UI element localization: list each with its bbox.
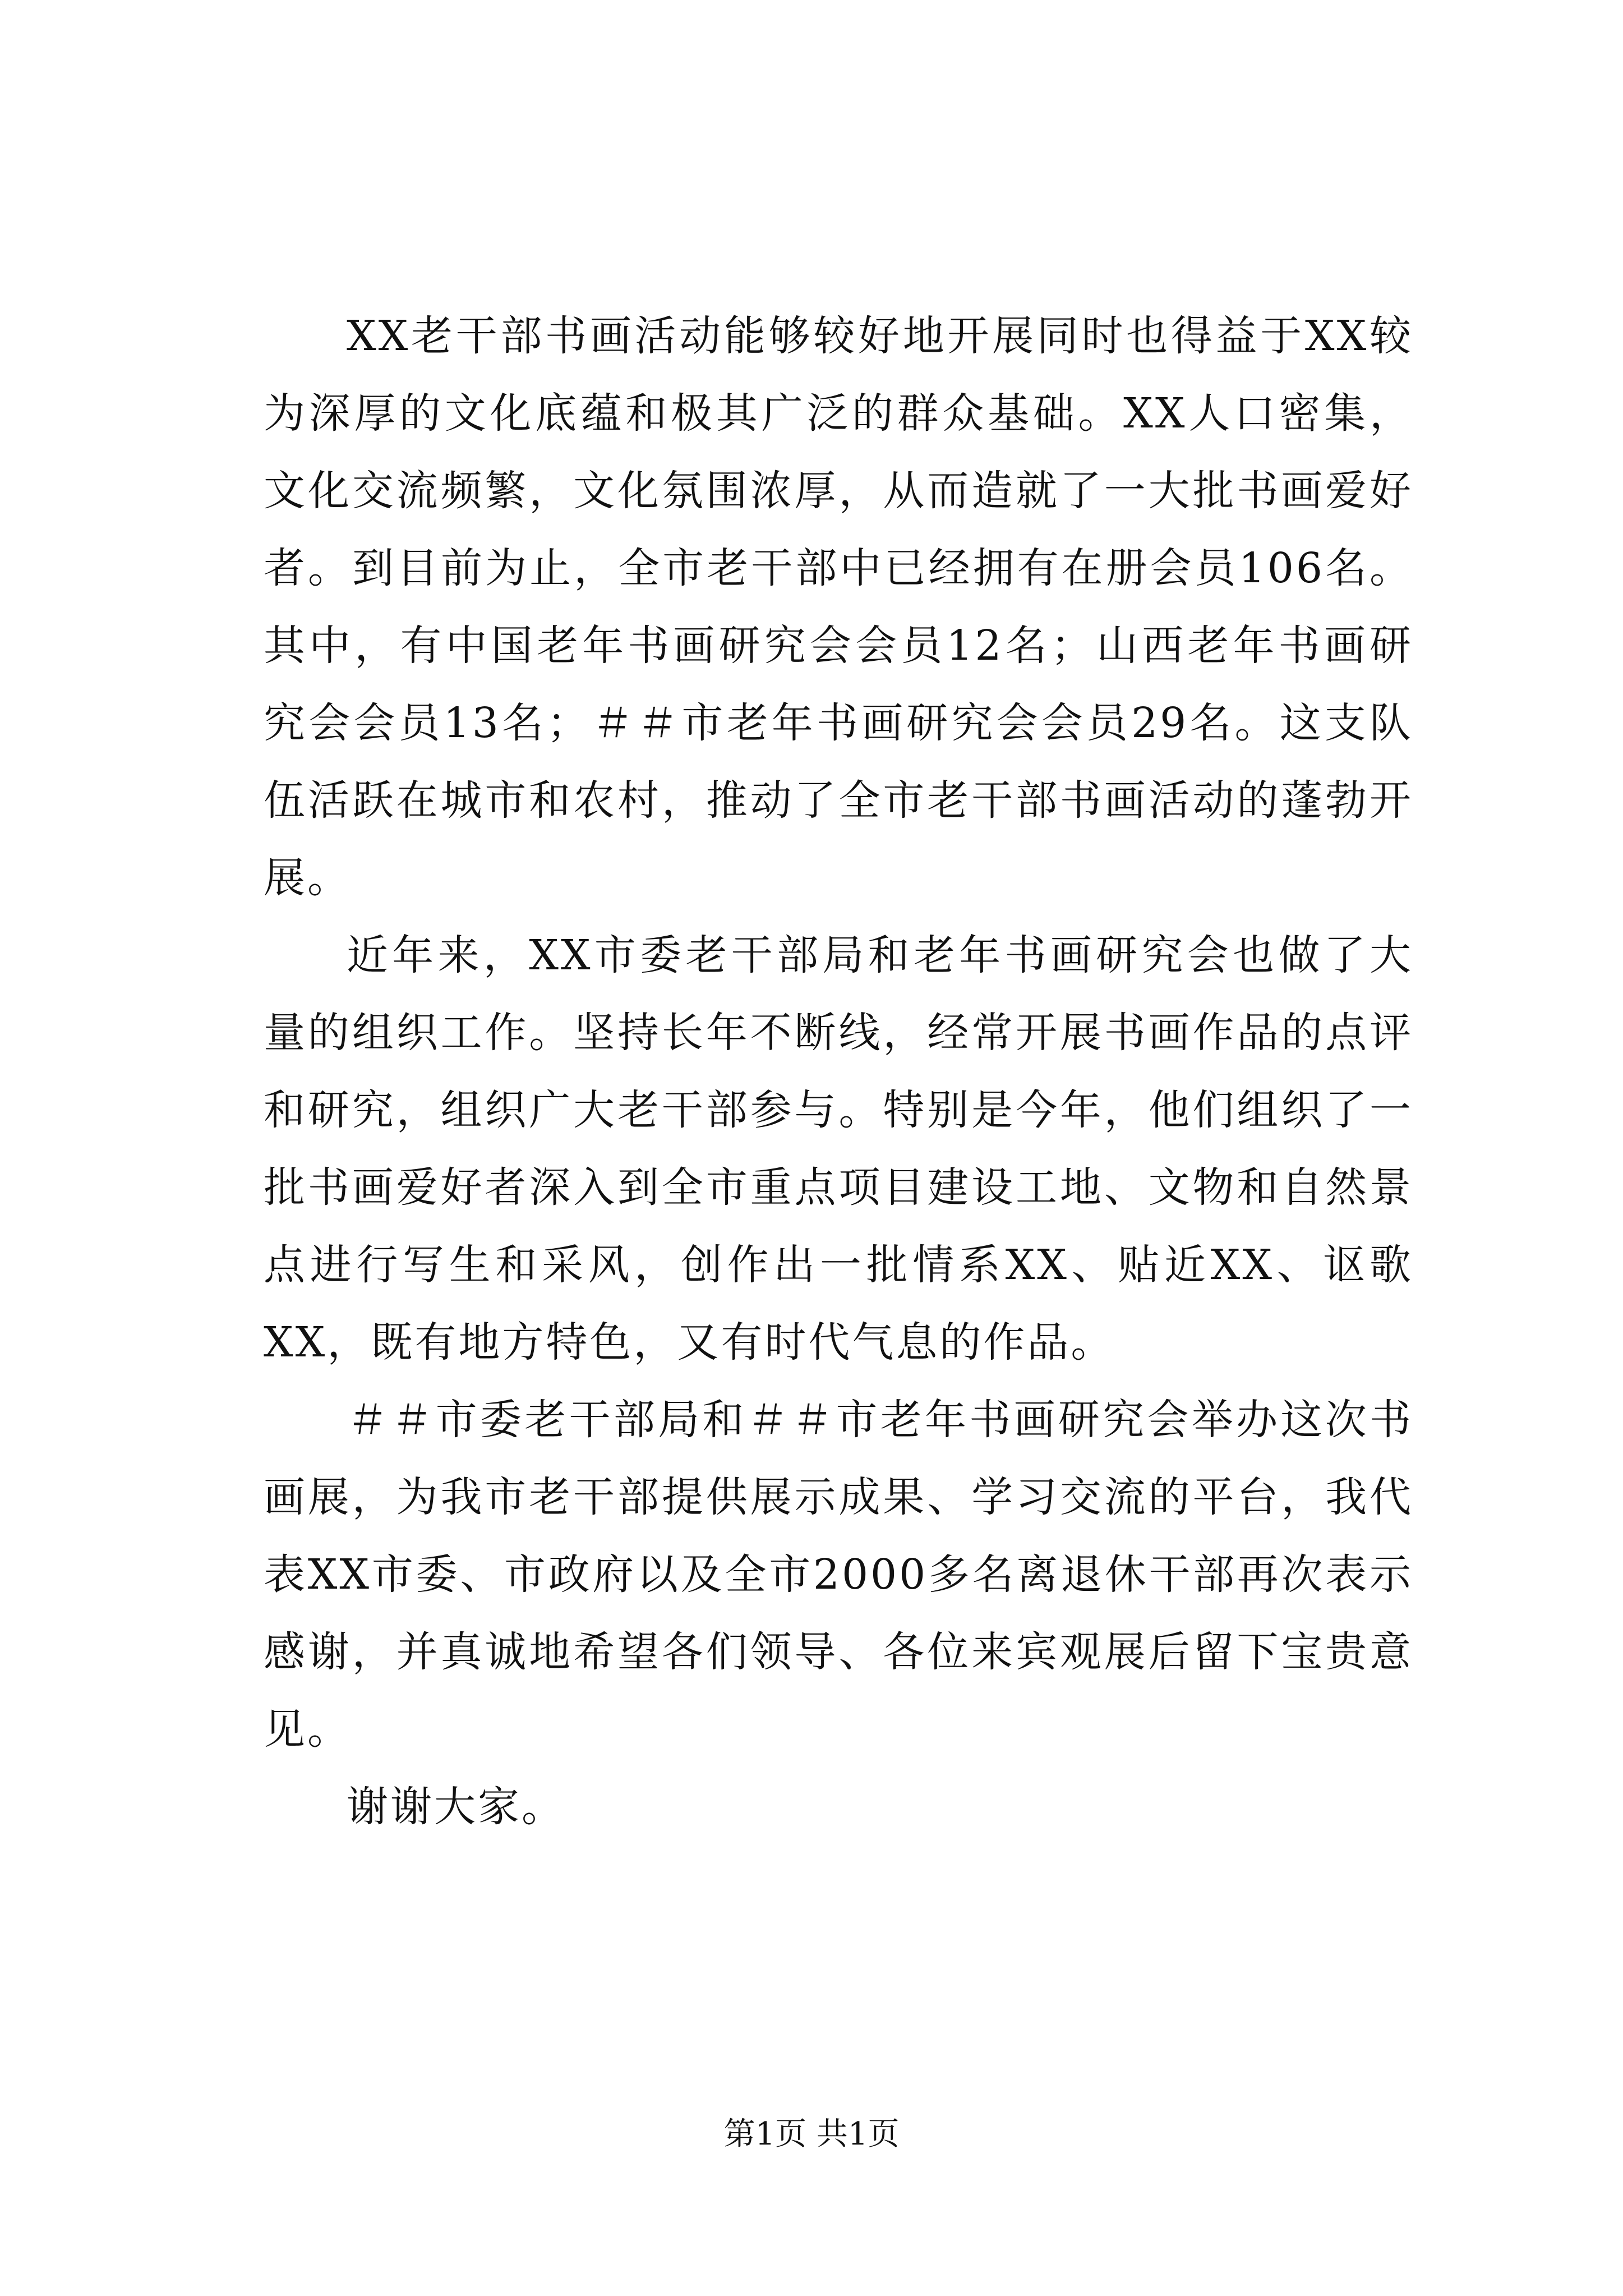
paragraph-2: 近年来，XX市委老干部局和老年书画研究会也做了大量的组织工作。坚持长年不断线，经常开展书画作品的点评和研究，组织广大老干部参与。特别是今年，他们组织了一批书画爱好者深入到全市重点项目建设工地、文物和自然景点进行写生和采风，创作出一批情系XX、贴近XX、讴歌XX，既有地方特色，又有时代气息的作品。 — [264, 931, 1413, 1366]
paragraph-4: 谢谢大家。 — [347, 1783, 565, 1831]
paragraph-3: ＃＃市委老干部局和＃＃市老年书画研究会举办这次书画展，为我市老干部提供展示成果、学习交流的平台，我代表XX市委、市政府以及全市2000多名离退休干部再次表示感谢，并真诚地希望各们领导、各位来宾观展后留下宝贵意见。 — [264, 1396, 1413, 1754]
page-footer: 第1页 共1页 — [723, 2116, 900, 2152]
document-body — [264, 297, 1413, 1846]
paragraph-1: XX老干部书画活动能够较好地开展同时也得益于XX较为深厚的文化底蕴和极其广泛的群众基础。XX人口密集，文化交流频繁，文化氛围浓厚，从而造就了一大批书画爱好者。到目前为止，全市老干部中已经拥有在册会员106名。其中，有中国老年书画研究会会员12名；山西老年书画研究会会员13名；＃＃市老年书画研究会会员29名。这支队伍活跃在城市和农村，推动了全市老干部书画活动的蓬勃开展。 — [264, 312, 1413, 902]
